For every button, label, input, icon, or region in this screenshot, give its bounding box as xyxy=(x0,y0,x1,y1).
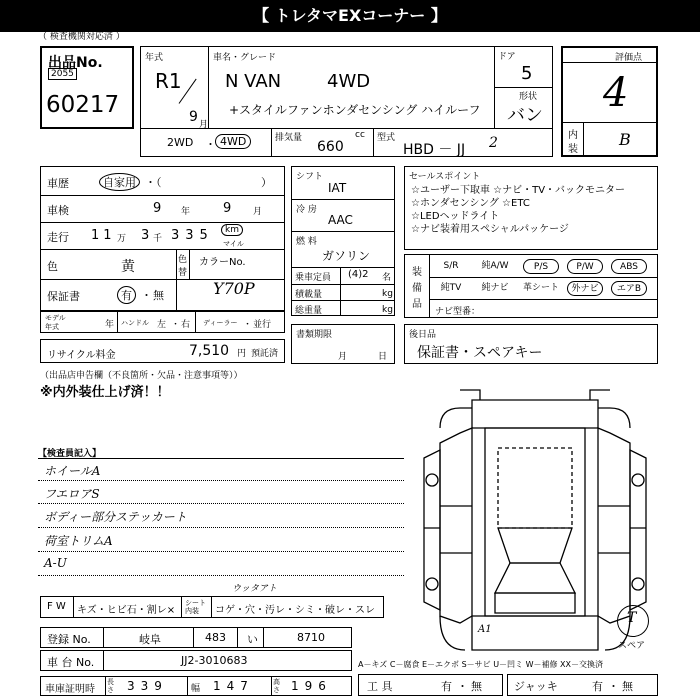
mileage-sen-unit: 千 xyxy=(153,234,163,244)
spare-label: スペア xyxy=(618,641,646,651)
doors-label: ドア xyxy=(498,52,516,62)
sales-point-line: ☆LEDヘッドライト xyxy=(411,211,500,222)
warranty-sep: ・ xyxy=(141,289,152,302)
header-note: （ 検査機関対応済 ） xyxy=(38,32,125,42)
fw-items-1: キズ・ヒビ石・割レ× xyxy=(77,605,176,616)
seller-notes-label: （出品店申告欄（不良箇所・欠品・注意事項等）） xyxy=(40,371,243,381)
tools-yes: 有 xyxy=(441,680,452,693)
shift-label: シフト xyxy=(296,172,324,182)
cert-row xyxy=(40,676,352,696)
chassis-label: 車 台 No. xyxy=(47,656,95,669)
shift-value: IAT xyxy=(328,181,347,195)
interior-value: B xyxy=(619,130,631,149)
model-code-label: 型式 xyxy=(377,133,396,143)
sales-point-line: ☆ユーザー下取車 ☆ナビ・TV・バックモニター xyxy=(411,185,626,196)
cert-length-label: 長さ xyxy=(107,678,114,694)
equipment-item: S/R xyxy=(443,261,459,271)
warranty-other: 無 xyxy=(153,289,164,302)
lot-box xyxy=(40,46,134,129)
drive-4wd: 4WD xyxy=(215,134,251,149)
inspector-line: ボディー部分ステッカート xyxy=(44,510,187,524)
seller-notes-text: ※内外装仕上げ済！！ xyxy=(40,385,170,400)
model-year-dot-1: ・ xyxy=(171,320,181,330)
model-year-dot-2: ・ xyxy=(243,320,253,330)
equipment-item: ABS xyxy=(611,259,647,274)
tools-box xyxy=(358,674,503,696)
inspection-year-unit: 年 xyxy=(181,207,191,217)
capacity-value: (4)2 xyxy=(348,269,369,280)
spec-table-middle xyxy=(291,166,395,316)
capacity-label: 乗車定員 xyxy=(295,273,332,283)
model-year-import: 並行 xyxy=(253,320,272,330)
warranty-label: 保証書 xyxy=(47,290,80,303)
document-due-day: 日 xyxy=(378,352,388,362)
cert-height-value: 196 xyxy=(291,679,332,693)
model-year-label-1: モデル xyxy=(45,314,66,322)
inspector-line: ホイールA xyxy=(44,464,101,478)
document-due-label: 書類期限 xyxy=(296,330,333,340)
color-label: 色 xyxy=(47,260,58,273)
model-year-dealer: ディーラー xyxy=(203,319,238,327)
jack-box xyxy=(507,674,658,696)
color-note-label-1: 色 xyxy=(178,255,188,265)
year-month-unit: 月 xyxy=(199,120,209,130)
mileage-man: 11 xyxy=(91,228,116,243)
spec-table-left xyxy=(40,166,285,311)
fw-hand-note: ウッタアト xyxy=(232,584,277,594)
inspector-line: フエロアS xyxy=(44,487,100,501)
inspection-month-unit: 月 xyxy=(253,207,263,217)
load-label: 積載量 xyxy=(295,290,323,300)
color-value: 黄 xyxy=(121,259,135,275)
document-due-box xyxy=(291,324,395,364)
car-grade: +スタイルファンホンダセンシング ハイルーフ xyxy=(229,103,481,117)
year-label: 年式 xyxy=(145,53,164,63)
body-shape-value: バン xyxy=(507,105,543,126)
car-name-label: 車名・グレード xyxy=(213,53,277,63)
tools-label: 工 具 xyxy=(367,680,393,693)
warranty-selected: 有 xyxy=(117,286,136,304)
history-rest: ・（ xyxy=(145,176,162,189)
model-code-hand: 2 xyxy=(489,135,498,151)
fw-items-2: コゲ・穴・汚レ・シミ・破レ・スレ xyxy=(215,605,375,616)
interior-label-2: 装 xyxy=(568,144,578,155)
sales-point-line: ☆ナビ装着用スペシャルパッケージ xyxy=(411,224,569,235)
gross-label: 総重量 xyxy=(295,306,323,316)
diagram-front-note: A1 xyxy=(478,624,492,635)
car-drive: 4WD xyxy=(327,71,371,92)
equipment-item: 純ナビ xyxy=(481,283,509,293)
recycle-row xyxy=(40,339,285,363)
mileage-unit-mile: マイル xyxy=(223,240,244,248)
mileage-label: 走行 xyxy=(47,231,69,244)
cert-label: 車庫証明時 xyxy=(45,684,95,695)
drive-2wd: 2WD xyxy=(167,136,194,149)
inspector-line: A-U xyxy=(44,556,67,570)
mileage-sen: 3 xyxy=(141,228,150,243)
damage-legend: A－キズ C－腐食 E－エクボ S－サビ U－凹ミ W－補修 XX－交換済 xyxy=(358,660,604,669)
model-year-right: 右 xyxy=(181,320,191,330)
registration-kana: い xyxy=(247,633,258,646)
history-close: ） xyxy=(261,176,272,189)
recycle-value: 7,510 xyxy=(189,343,230,359)
fw-row xyxy=(40,596,384,618)
banner: 【 トレタマEXコーナー 】 xyxy=(0,0,700,32)
vehicle-header-box xyxy=(140,46,553,129)
chassis-value: JJ2-3010683 xyxy=(181,654,248,667)
equipment-item: 純A/W xyxy=(481,261,509,271)
model-year-row xyxy=(40,311,285,333)
fuel-value: ガソリン xyxy=(322,249,371,263)
jack-yes: 有 xyxy=(592,680,603,693)
document-due-month: 月 xyxy=(338,352,348,362)
registration-number: 8710 xyxy=(297,631,325,644)
score-label: 評価点 xyxy=(615,53,643,63)
cert-height-label: 高さ xyxy=(273,678,280,694)
equipment-label-1: 装 xyxy=(412,267,422,278)
spare-mark: T xyxy=(627,610,637,626)
displacement-label: 排気量 xyxy=(275,133,303,143)
year-era: R1 xyxy=(155,69,182,93)
recycle-note: 預託済 xyxy=(251,349,279,359)
tools-sep: ・ xyxy=(457,680,468,693)
cert-width-label: 幅 xyxy=(191,684,201,694)
registration-class: 483 xyxy=(205,631,226,644)
equipment-item: 外ナビ xyxy=(567,281,603,296)
registration-row xyxy=(40,627,352,648)
jack-sep: ・ xyxy=(608,680,619,693)
cert-length-value: 339 xyxy=(127,679,168,693)
model-year-label-2: 年式 xyxy=(45,323,59,331)
equipment-item: 純TV xyxy=(440,283,462,293)
equipment-item: 革シート xyxy=(523,283,560,293)
history-selected: 自家用 xyxy=(99,173,140,191)
score-value: 4 xyxy=(603,70,629,116)
mileage-unit-km: km xyxy=(221,224,243,236)
fw-seat-label: シート内装 xyxy=(185,599,206,615)
equipment-item: P/S xyxy=(523,259,559,274)
fw-label: F W xyxy=(47,601,66,612)
registration-place: 岐阜 xyxy=(139,633,161,646)
cert-width-value: 147 xyxy=(213,679,254,693)
model-year-year: 年 xyxy=(105,320,115,330)
model-code-value: HBD － JJ xyxy=(403,142,466,158)
sales-points-label: セールスポイント xyxy=(409,172,481,182)
sales-points-box xyxy=(404,166,658,250)
inspection-year: 9 xyxy=(153,201,162,216)
doors-value: 5 xyxy=(521,63,533,84)
inspection-month: 9 xyxy=(223,201,232,216)
history-label: 車歴 xyxy=(47,177,69,190)
inspector-label: 【検査員記入】 xyxy=(38,449,102,459)
registration-label: 登録 No. xyxy=(47,633,91,646)
jack-label: ジャッキ xyxy=(514,680,558,693)
lot-number: 60217 xyxy=(46,92,120,118)
color-note-label-2: 替 xyxy=(178,268,188,278)
sales-point-line: ☆ホンダセンシング ☆ETC xyxy=(411,198,530,209)
aircon-label: 冷 房 xyxy=(296,205,317,215)
displacement-unit: cc xyxy=(355,130,365,140)
car-model: N VAN xyxy=(225,71,282,92)
fuel-label: 燃 料 xyxy=(296,237,317,247)
color-code-label: カラーNo. xyxy=(199,257,246,268)
lot-small-code: 2055 xyxy=(48,68,77,80)
chassis-row xyxy=(40,650,352,671)
year-month: 9 xyxy=(189,109,198,125)
equipment-label-3: 品 xyxy=(412,299,422,310)
inspector-line: 荷室トリムA xyxy=(44,534,113,548)
score-box xyxy=(561,46,658,157)
color-code-value: Y70P xyxy=(213,279,255,298)
recycle-unit: 円 xyxy=(237,349,247,359)
mileage-rest: 335 xyxy=(171,228,214,243)
body-shape-label: 形状 xyxy=(519,92,538,102)
after-items-value: 保証書・スペアキー xyxy=(417,345,543,361)
recycle-label: リサイクル料金 xyxy=(47,350,116,361)
mileage-man-unit: 万 xyxy=(117,234,127,244)
model-year-left: 左 xyxy=(157,320,167,330)
tools-no: 無 xyxy=(471,680,482,693)
equipment-item: エアB xyxy=(611,281,647,296)
interior-label-1: 内 xyxy=(568,130,578,141)
lot-label: 出品No. xyxy=(48,55,103,71)
jack-no: 無 xyxy=(622,680,633,693)
equipment-box xyxy=(404,254,658,318)
model-year-handle: ハンドル xyxy=(121,319,149,327)
after-items-label: 後日品 xyxy=(409,330,437,340)
equipment-item: P/W xyxy=(567,259,603,274)
after-items-box xyxy=(404,324,658,364)
aircon-value: AAC xyxy=(328,213,353,227)
gross-unit: kg xyxy=(382,305,393,315)
drive-sep: ・ xyxy=(205,138,216,151)
equipment-label-2: 備 xyxy=(412,283,422,294)
inspection-label: 車検 xyxy=(47,204,69,217)
capacity-unit: 名 xyxy=(382,273,392,283)
equipment-other-label: ナビ型番： xyxy=(435,307,481,317)
displacement-value: 660 xyxy=(317,139,344,155)
drive-row xyxy=(140,128,553,157)
load-unit: kg xyxy=(382,289,393,299)
